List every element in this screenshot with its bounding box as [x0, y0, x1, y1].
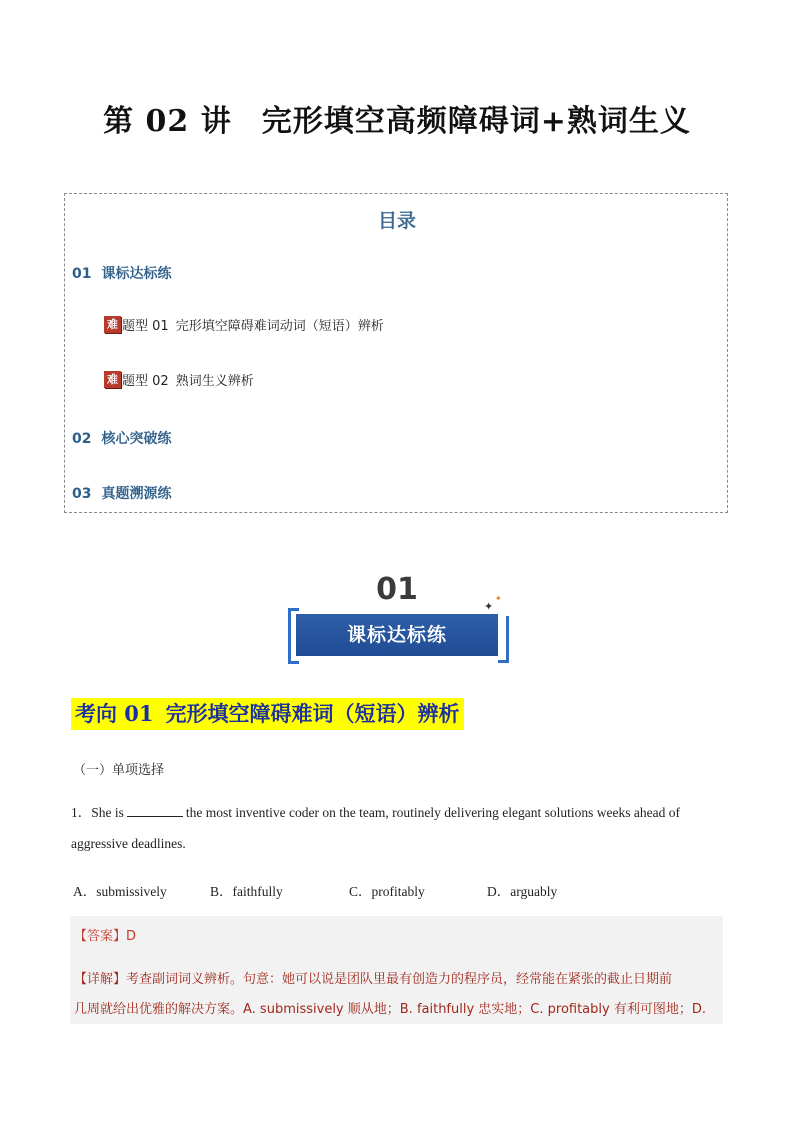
question-stem-line2: aggressive deadlines.: [71, 836, 186, 851]
toc-section-label: 课标达标练: [101, 266, 172, 282]
difficulty-badge: 难: [104, 371, 121, 388]
toc-item-label: 题型 02: [122, 374, 169, 389]
question-text-after: the most inventive coder on the team, routinely delivering elegant solutions weeks ahead of: [185, 805, 680, 820]
title-lecture-number: 第 02 讲: [103, 104, 232, 139]
title-topic: 完形填空高频障碍词+熟词生义: [261, 104, 691, 139]
toc-item-text: 熟词生义辨析: [175, 374, 254, 389]
difficulty-badge: 难: [104, 316, 121, 333]
toc-item-label: 题型 01: [122, 319, 169, 334]
toc-section-number: 02: [72, 431, 92, 447]
option-c[interactable]: C．profitably: [349, 884, 425, 899]
toc-section-number: 03: [72, 486, 92, 502]
answer-blank: [127, 804, 183, 817]
option-d[interactable]: D．arguably: [487, 884, 558, 899]
table-of-contents-box: [64, 193, 728, 513]
sparkle-small-icon: ✦: [495, 594, 502, 603]
toc-item-text: 完形填空障碍难词动词（短语）辨析: [175, 319, 384, 334]
question-type-heading: （一）单项选择: [73, 763, 165, 778]
answer-value: D: [126, 929, 137, 944]
toc-section-label: 真题溯源练: [101, 486, 172, 502]
section-banner: 课标达标练: [296, 614, 498, 656]
topic-heading: [71, 698, 464, 730]
sparkle-icon: ✦: [484, 600, 494, 613]
option-b[interactable]: B．faithfully: [210, 884, 283, 899]
explanation-line2: 几周就给出优雅的解决方案。A. submissively 顺从地；B. faithfully 忠实地；C. profitably 有利可图地；D.: [74, 1002, 706, 1017]
toc-section-label: 核心突破练: [101, 431, 172, 447]
page-title: [0, 96, 794, 140]
toc-section-02[interactable]: [72, 428, 171, 448]
answer-label: 【答案】: [74, 929, 127, 944]
explanation-text-1: 考查副词词义辨析。句意：她可以说是团队里最有创造力的程序员，经常能在紧张的截止日期前: [126, 972, 673, 987]
answer-line: [74, 925, 136, 944]
question-number: 1．: [71, 805, 92, 820]
option-a[interactable]: A．submissively: [73, 884, 167, 899]
toc-section-01[interactable]: [72, 263, 171, 283]
explanation-line1: [74, 965, 719, 995]
topic-number: 考向 01: [75, 701, 154, 726]
toc-section-number: 01: [72, 266, 92, 282]
banner-bracket-right: [498, 616, 509, 663]
question-text-before: She is: [91, 805, 124, 820]
toc-item-type-01[interactable]: [104, 315, 384, 334]
explanation-label: 【详解】: [74, 972, 127, 987]
question-stem: [71, 797, 721, 828]
topic-title: 完形填空障碍难词（短语）辨析: [165, 701, 460, 726]
section-number: 01: [376, 572, 418, 607]
toc-heading: 目录: [377, 210, 416, 232]
explanation: [74, 965, 719, 1025]
toc-section-03[interactable]: [72, 483, 171, 503]
toc-item-type-02[interactable]: [104, 370, 254, 389]
